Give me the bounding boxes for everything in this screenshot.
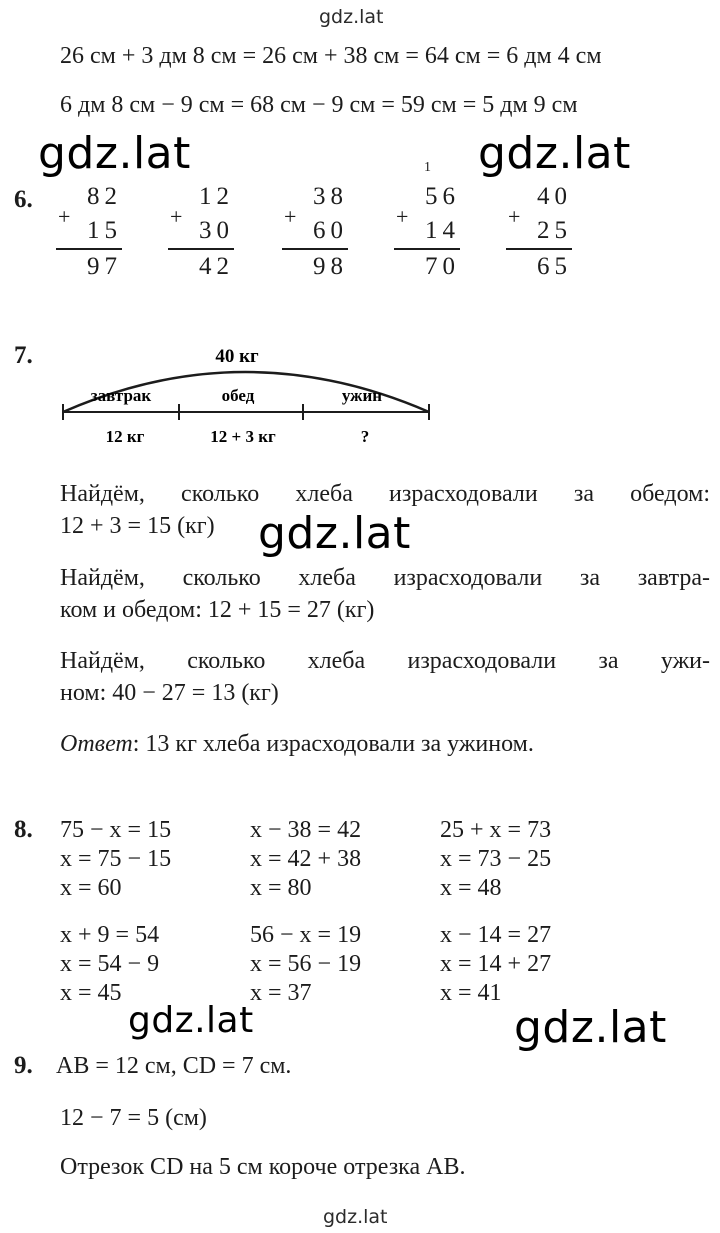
addend-2: 60 xyxy=(313,217,348,244)
plus-sign: + xyxy=(170,204,183,229)
sum: 42 xyxy=(199,253,234,280)
addend-2: 14 xyxy=(425,217,460,244)
sum: 97 xyxy=(87,253,122,280)
paragraph-line: Найдём, сколько хлеба израсходовали за обедом: xyxy=(60,481,710,507)
value-dinner: ? xyxy=(360,427,370,446)
paragraph-line: Найдём, сколько хлеба израсходовали за ужи- xyxy=(60,648,710,674)
equation-group xyxy=(250,921,361,1008)
paragraph-line: ном: 40 − 27 = 13 (кг) xyxy=(60,680,279,706)
equation: 25 + x = 73 xyxy=(440,817,552,843)
watermark: gdz.lat xyxy=(258,508,411,559)
equation-step: x = 54 − 9 xyxy=(60,951,160,977)
equation-group xyxy=(60,816,171,903)
equation-group xyxy=(250,816,361,903)
equation-result: x = 80 xyxy=(250,875,312,901)
sum: 70 xyxy=(425,253,460,280)
equation: 56 − x = 19 xyxy=(250,922,362,948)
equation-step: x = 56 − 19 xyxy=(250,951,362,977)
equation-result: x = 45 xyxy=(60,980,122,1006)
conversion-line-2: 6 дм 8 см − 9 см = 68 см − 9 см = 59 см = 5 дм 9 см xyxy=(60,92,578,118)
addend-1: 82 xyxy=(87,183,122,210)
task-number-9: 9. xyxy=(14,1052,33,1079)
equation: x − 14 = 27 xyxy=(440,922,552,948)
plus-sign: + xyxy=(58,204,71,229)
watermark: gdz.lat xyxy=(514,1002,667,1053)
sum: 98 xyxy=(313,253,348,280)
addend-2: 15 xyxy=(87,217,122,244)
equation: 75 − x = 15 xyxy=(60,817,172,843)
equation: x + 9 = 54 xyxy=(60,922,160,948)
equation-step: x = 42 + 38 xyxy=(250,846,362,872)
carry-digit: 1 xyxy=(424,160,431,175)
addend-1: 56 xyxy=(425,183,460,210)
equation-group xyxy=(440,921,551,1008)
column-addition xyxy=(282,180,348,280)
addend-2: 30 xyxy=(199,217,234,244)
addend-1: 38 xyxy=(313,183,348,210)
part-lunch: обед xyxy=(221,386,255,405)
part-breakfast: завтрак xyxy=(90,386,152,405)
calculation-line: 12 − 7 = 5 (см) xyxy=(60,1105,207,1131)
task-number-6: 6. xyxy=(14,186,33,213)
conclusion-line: Отрезок CD на 5 см короче отрезка AB. xyxy=(60,1154,466,1180)
equation-step: x = 75 − 15 xyxy=(60,846,172,872)
answer-label: Ответ xyxy=(60,731,133,757)
total-label: 40 кг xyxy=(215,346,259,367)
answer-text: : 13 кг хлеба израсходовали за ужином. xyxy=(132,731,534,757)
watermark: gdz.lat xyxy=(478,128,631,179)
equation-step: x = 14 + 27 xyxy=(440,951,552,977)
column-addition xyxy=(168,180,234,280)
conversion-line-1: 26 см + 3 дм 8 см = 26 см + 38 см = 64 см = 6 дм 4 см xyxy=(60,43,602,69)
addend-1: 40 xyxy=(537,183,572,210)
watermark: gdz.lat xyxy=(128,1000,254,1041)
equation-step: x = 73 − 25 xyxy=(440,846,552,872)
site-header: gdz.lat xyxy=(319,6,384,28)
sum: 65 xyxy=(537,253,572,280)
column-addition xyxy=(394,180,460,280)
answer-line xyxy=(60,728,534,760)
site-footer: gdz.lat xyxy=(323,1206,388,1228)
watermark: gdz.lat xyxy=(38,128,191,179)
task-number-7: 7. xyxy=(14,342,33,369)
addend-1: 12 xyxy=(199,183,234,210)
value-breakfast: 12 кг xyxy=(105,427,145,446)
value-lunch: 12 + 3 кг xyxy=(210,427,276,446)
addend-2: 25 xyxy=(537,217,572,244)
paragraph-line: 12 + 3 = 15 (кг) xyxy=(60,513,215,539)
equation-group xyxy=(60,921,159,1008)
equation-result: x = 48 xyxy=(440,875,502,901)
column-addition xyxy=(506,180,572,280)
equation-result: x = 37 xyxy=(250,980,312,1006)
part-dinner: ужин xyxy=(341,386,383,405)
paragraph-line: ком и обедом: 12 + 15 = 27 (кг) xyxy=(60,597,375,623)
segment-diagram xyxy=(55,340,435,450)
plus-sign: + xyxy=(396,204,409,229)
paragraph-line: Найдём, сколько хлеба израсходовали за завтра- xyxy=(60,565,710,591)
equation-group xyxy=(440,816,551,903)
equation-result: x = 41 xyxy=(440,980,502,1006)
given-line: AB = 12 см, CD = 7 см. xyxy=(56,1053,292,1079)
plus-sign: + xyxy=(508,204,521,229)
equation: x − 38 = 42 xyxy=(250,817,362,843)
column-addition xyxy=(56,180,122,280)
task-number-8: 8. xyxy=(14,816,33,843)
equation-result: x = 60 xyxy=(60,875,122,901)
plus-sign: + xyxy=(284,204,297,229)
